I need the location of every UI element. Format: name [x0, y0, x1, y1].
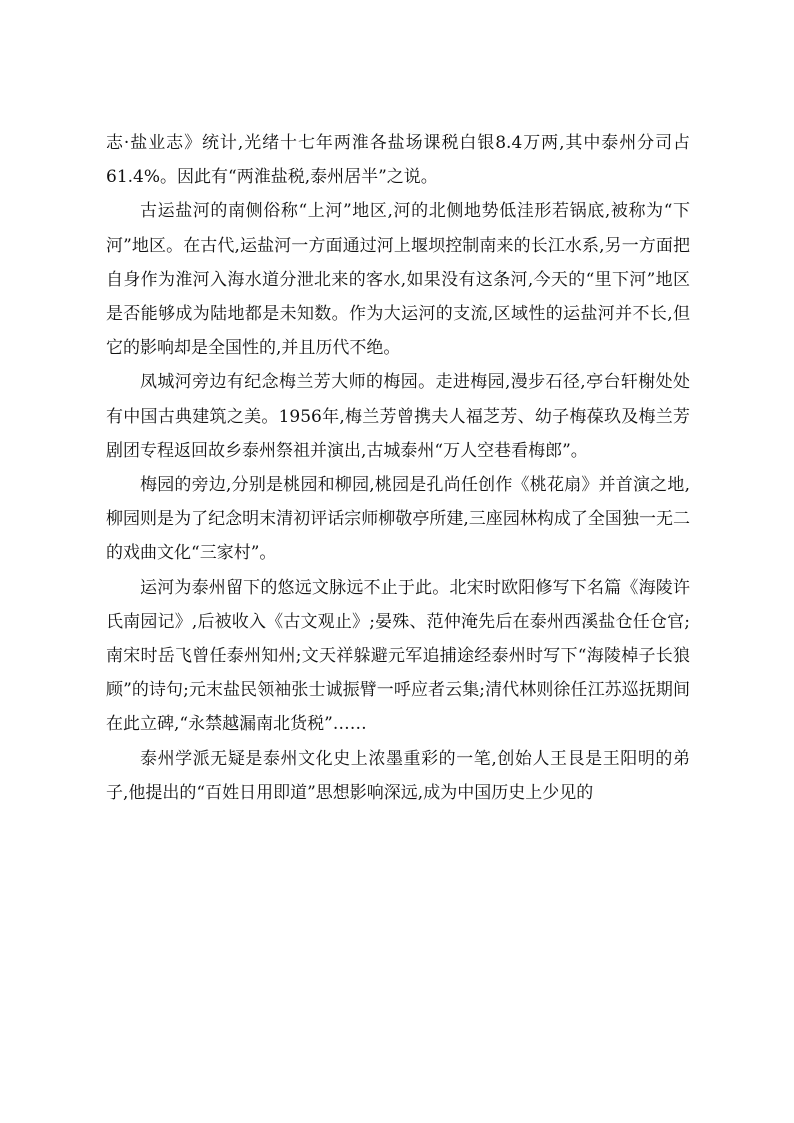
paragraph-cultural-heritage: 运河为泰州留下的悠远文脉远不止于此。北宋时欧阳修写下名篇《海陵许氏南园记》,后被收入《古文观止》;晏殊、范仲淹先后在泰州西溪盐仓任仓官;南宋时岳飞曾任泰州知州;文天祥躲避元军追捕途经泰州时写下“海陵棹子长狼顾”的诗句;元末盐民领袖张士诚振臂一呼应者云集;清代林则徐任江苏巡抚期间在此立碑,“永禁越漏南北货税”……: [106, 577, 690, 735]
paragraph-continuation: 志·盐业志》统计,光绪十七年两淮各盐场课税白银8.4万两,其中泰州分司占61.4%。因此有“两淮盐税,泰州居半”之说。: [106, 133, 690, 188]
paragraph-mei-garden: 凤城河旁边有纪念梅兰芳大师的梅园。走进梅园,漫步石径,亭台轩榭处处有中国古典建筑之美。1956年,梅兰芳曾携夫人福芝芳、幼子梅葆玖及梅兰芳剧团专程返回故乡泰州祭祖并演出,古城泰州“万人空巷看梅郎”。: [106, 372, 690, 461]
article-body: [106, 126, 690, 810]
paragraph-salt-river: 古运盐河的南侧俗称“上河”地区,河的北侧地势低洼形若锅底,被称为“下河”地区。在古代,运盐河一方面通过河上堰坝控制南来的长江水系,另一方面把自身作为淮河入海水道分泄北来的客水,如果没有这条河,今天的“里下河”地区是否能够成为陆地都是未知数。作为大运河的支流,区域性的运盐河并不长,但它的影响却是全国性的,并且历代不绝。: [106, 201, 690, 359]
paragraph-taizhou-school: 泰州学派无疑是泰州文化史上浓墨重彩的一笔,创始人王艮是王阳明的弟子,他提出的“百姓日用即道”思想影响深远,成为中国历史上少见的: [106, 748, 690, 803]
paragraph-three-gardens: 梅园的旁边,分别是桃园和柳园,桃园是孔尚任创作《桃花扇》并首演之地,柳园则是为了纪念明末清初评话宗师柳敬亭所建,三座园林构成了全国独一无二的戏曲文化“三家村”。: [106, 475, 690, 564]
